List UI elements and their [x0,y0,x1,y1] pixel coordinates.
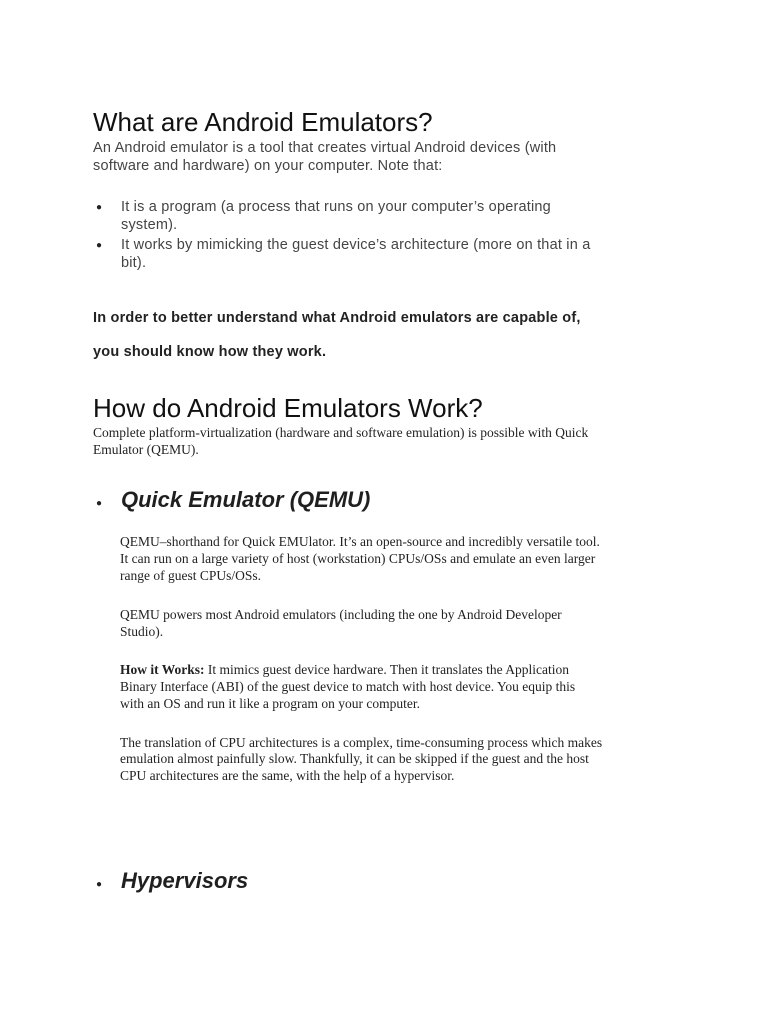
section1-bullet-2-line2: bit). [121,255,147,271]
qemu-p1-line2: It can run on a large variety of host (workstation) CPUs/OSs and emulate an even larger [120,551,596,566]
section1-bullet-1-line2: system). [121,217,178,233]
qemu-p2-line1: QEMU powers most Android emulators (including the one by Android Developer [120,607,562,622]
qemu-heading: Quick Emulator (QEMU) [121,487,371,512]
section1-intro-line1: An Android emulator is a tool that creates virtual Android devices (with [93,140,557,156]
qemu-p4-line2: emulation almost painfully slow. Thankfully, it can be skipped if the guest and the host [120,751,589,766]
bullet-dot-icon: ● [96,498,103,509]
qemu-p1-line3: range of guest CPUs/OSs. [120,568,261,583]
section1-bold-line2: you should know how they work. [93,344,327,360]
section1-intro-line2: software and hardware) on your computer. Note that: [93,158,443,174]
section1-bold-line1: In order to better understand what Android emulators are capable of, [93,310,581,326]
qemu-p3-line1-rest: It mimics guest device hardware. Then it translates the Application [204,662,570,677]
how-it-works-label: How it Works: [120,662,205,677]
qemu-p4-line3: CPU architectures are the same, with the help of a hypervisor. [120,768,455,783]
qemu-p4-line1: The translation of CPU architectures is a complex, time-consuming process which makes [120,735,603,750]
qemu-p2-line2: Studio). [120,624,164,639]
section2-intro-line1: Complete platform-virtualization (hardware and software emulation) is possible with Quick [93,425,589,440]
qemu-p3-line2: Binary Interface (ABI) of the guest device to match with host device. You equip this [120,679,576,694]
bullet-dot-icon: ● [96,202,103,213]
qemu-p3-line3: with an OS and run it like a program on your computer. [120,696,420,711]
section1-bullet-1-line1: It is a program (a process that runs on your computer’s operating [121,199,551,215]
section1-bullet-2-line1: It works by mimicking the guest device’s architecture (more on that in a [121,237,591,253]
qemu-p3-line1 [120,662,569,679]
qemu-p1-line1: QEMU–shorthand for Quick EMUlator. It’s an open-source and incredibly versatile tool. [120,534,600,549]
bullet-dot-icon: ● [96,879,103,890]
section2-intro-line2: Emulator (QEMU). [93,442,199,457]
bullet-dot-icon: ● [96,240,103,251]
section1-title: What are Android Emulators? [93,107,433,137]
hypervisors-heading: Hypervisors [121,868,249,893]
section2-title: How do Android Emulators Work? [93,393,483,423]
